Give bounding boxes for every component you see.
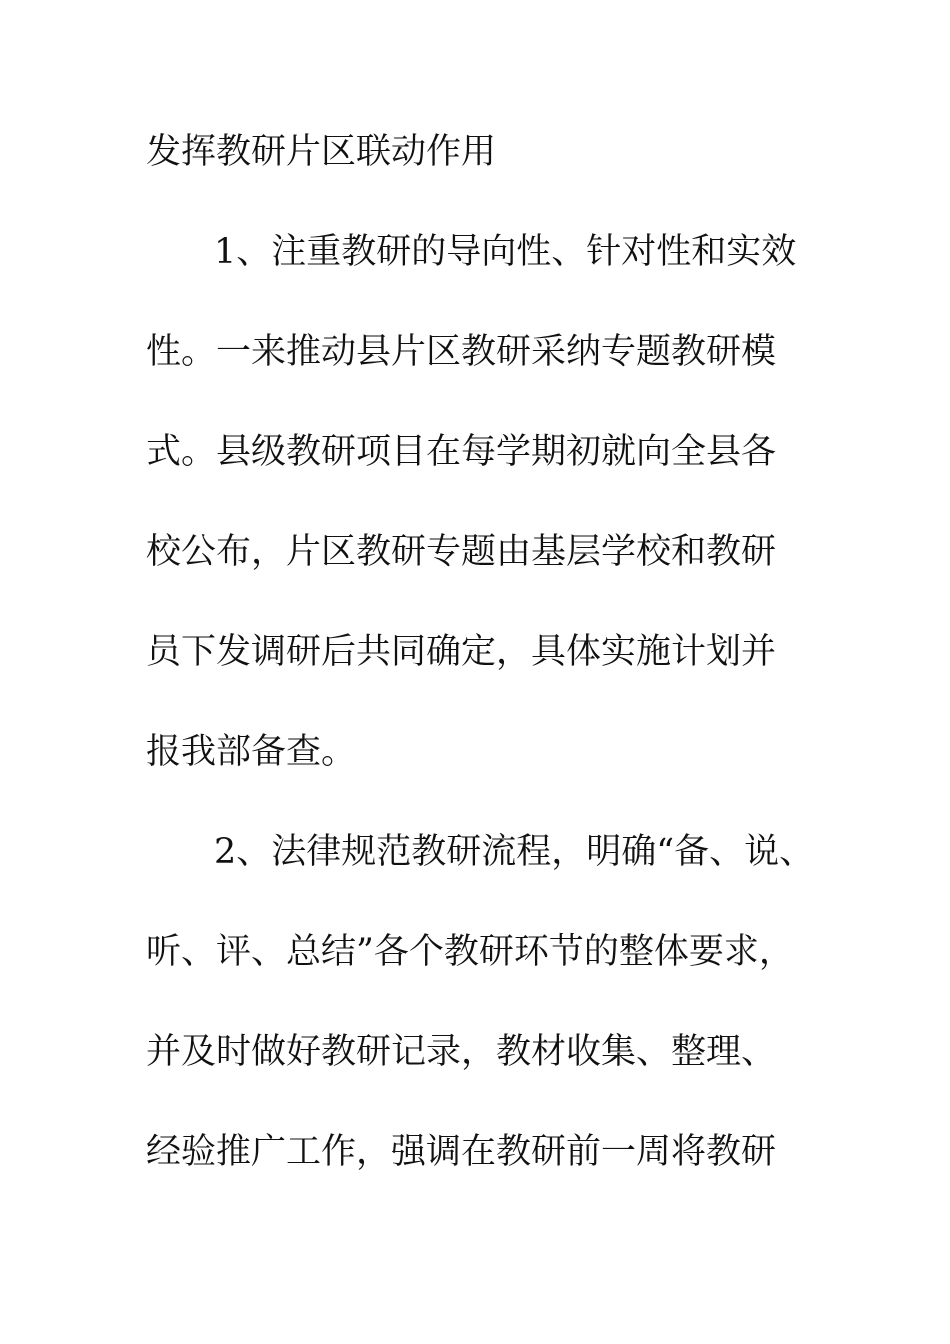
text-line: 发挥教研片区联动作用 [146,132,497,172]
text-line: 式。县级教研项目在每学期初就向全县各 [146,432,777,472]
text-line: 校公布，片区教研专题由基层学校和教研 [146,532,777,572]
paragraph-1-first-line: 1、注重教研的导向性、针对性和实效 [214,232,797,272]
text-line: 经验推广工作，强调在教研前一周将教研 [146,1132,777,1172]
text-line: 性。一来推动县片区教研采纳专题教研模 [146,332,777,372]
text-line: 并及时做好教研记录，教材收集、整理、 [146,1032,777,1072]
text-line: 听、评、总结”各个教研环节的整体要求， [146,932,794,972]
paragraph-2-first-line: 2、法律规范教研流程，明确“备、说、 [214,832,815,872]
text-line: 员下发调研后共同确定，具体实施计划并 [146,632,777,672]
text-line: 报我部备查。 [146,732,357,772]
